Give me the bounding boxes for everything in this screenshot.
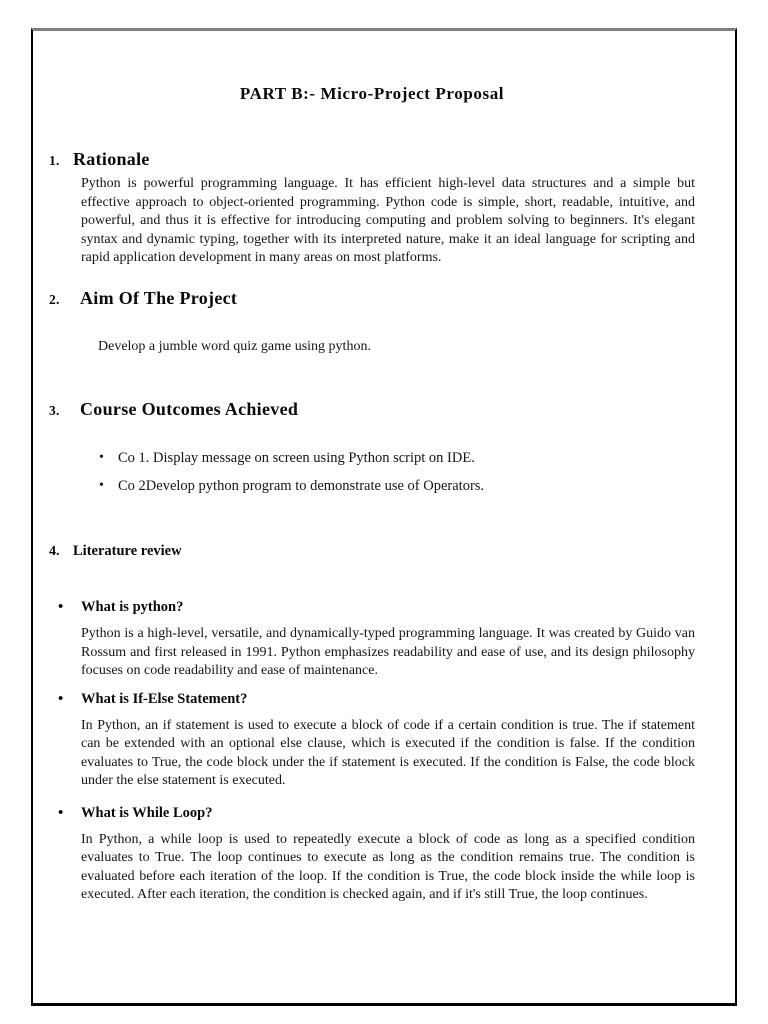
section-number: 1.: [49, 153, 60, 168]
section-number: 2.: [49, 291, 60, 307]
bullet-icon: •: [58, 599, 64, 615]
section-heading-literature-review: [49, 542, 695, 561]
question-text: What is If-Else Statement?: [81, 690, 248, 707]
course-outcomes-list: [49, 449, 695, 495]
bullet-icon: •: [58, 690, 64, 707]
section-number: 3.: [49, 403, 60, 418]
bullet-icon: •: [99, 450, 104, 465]
course-outcome-text: Co 1. Display message on screen using Python script on IDE.: [118, 450, 475, 466]
section-number: 4.: [49, 544, 60, 559]
section-title: Aim Of The Project: [80, 287, 238, 308]
question-heading: [58, 691, 695, 708]
answer-paragraph: Python is a high-level, versatile, and dynamically-typed programming language. It was created by Guido van Rossum and first released in 1991. Python emphasizes readability and ease of use, and its design philosophy focuses on code readability and ease of maintenance.: [81, 626, 695, 678]
page-border-frame: [31, 28, 737, 1006]
answer-paragraph: In Python, an if statement is used to execute a block of code if a certain condition is true. The if statement can be extended with an optional else clause, which is executed if the condition is false. If the condition evaluates to True, the code block under the if statement is executed. If the condition is False, the code block under the else statement is executed.: [81, 717, 695, 788]
question-text: What is While Loop?: [81, 804, 213, 821]
literature-item-what-is-python: [49, 599, 695, 681]
aim-statement: Develop a jumble word quiz game using python.: [98, 338, 371, 354]
literature-item-while-loop: [49, 805, 695, 905]
answer-paragraph: In Python, a while loop is used to repeatedly execute a block of code as long as a specified condition evaluates to True. The loop continues to execute as long as the condition remains true. The condition is evaluated before each iteration of the loop. If the condition is True, the code block inside the while loop is executed. After each iteration, the condition is checked again, and if it's still True, the loop continues.: [81, 831, 695, 902]
bullet-icon: •: [58, 804, 64, 821]
question-heading: [58, 599, 695, 616]
section-title: Literature review: [73, 543, 182, 559]
course-outcome-text: Co 2Develop python program to demonstrate use of Operators.: [118, 477, 485, 494]
section-heading-course-outcomes: [49, 398, 695, 422]
course-outcome-item: [99, 449, 695, 468]
section-title: Course Outcomes Achieved: [80, 399, 299, 419]
section-heading-aim: [49, 287, 695, 311]
document-title: PART B:- Micro-Project Proposal: [239, 84, 505, 103]
rationale-paragraph: Python is powerful programming language. It has efficient high-level data structures and a simple but effective approach to object-oriented programming. Python code is simple, short, readable, intuitive, and powerful, and thus it is effective for introducing computing and problem solving to beginners. It's elegant syntax and dynamic typing, together with its interpreted nature, make it an ideal language for scripting and rapid application development in many areas on most platforms.: [81, 176, 695, 265]
literature-item-if-else: [49, 691, 695, 791]
section-title: Rationale: [73, 149, 150, 169]
bullet-icon: •: [99, 477, 104, 493]
section-heading-rationale: [49, 148, 695, 172]
question-text: What is python?: [81, 599, 184, 615]
question-heading: [58, 805, 695, 822]
page-content: [33, 31, 735, 905]
course-outcome-item: [99, 477, 695, 496]
